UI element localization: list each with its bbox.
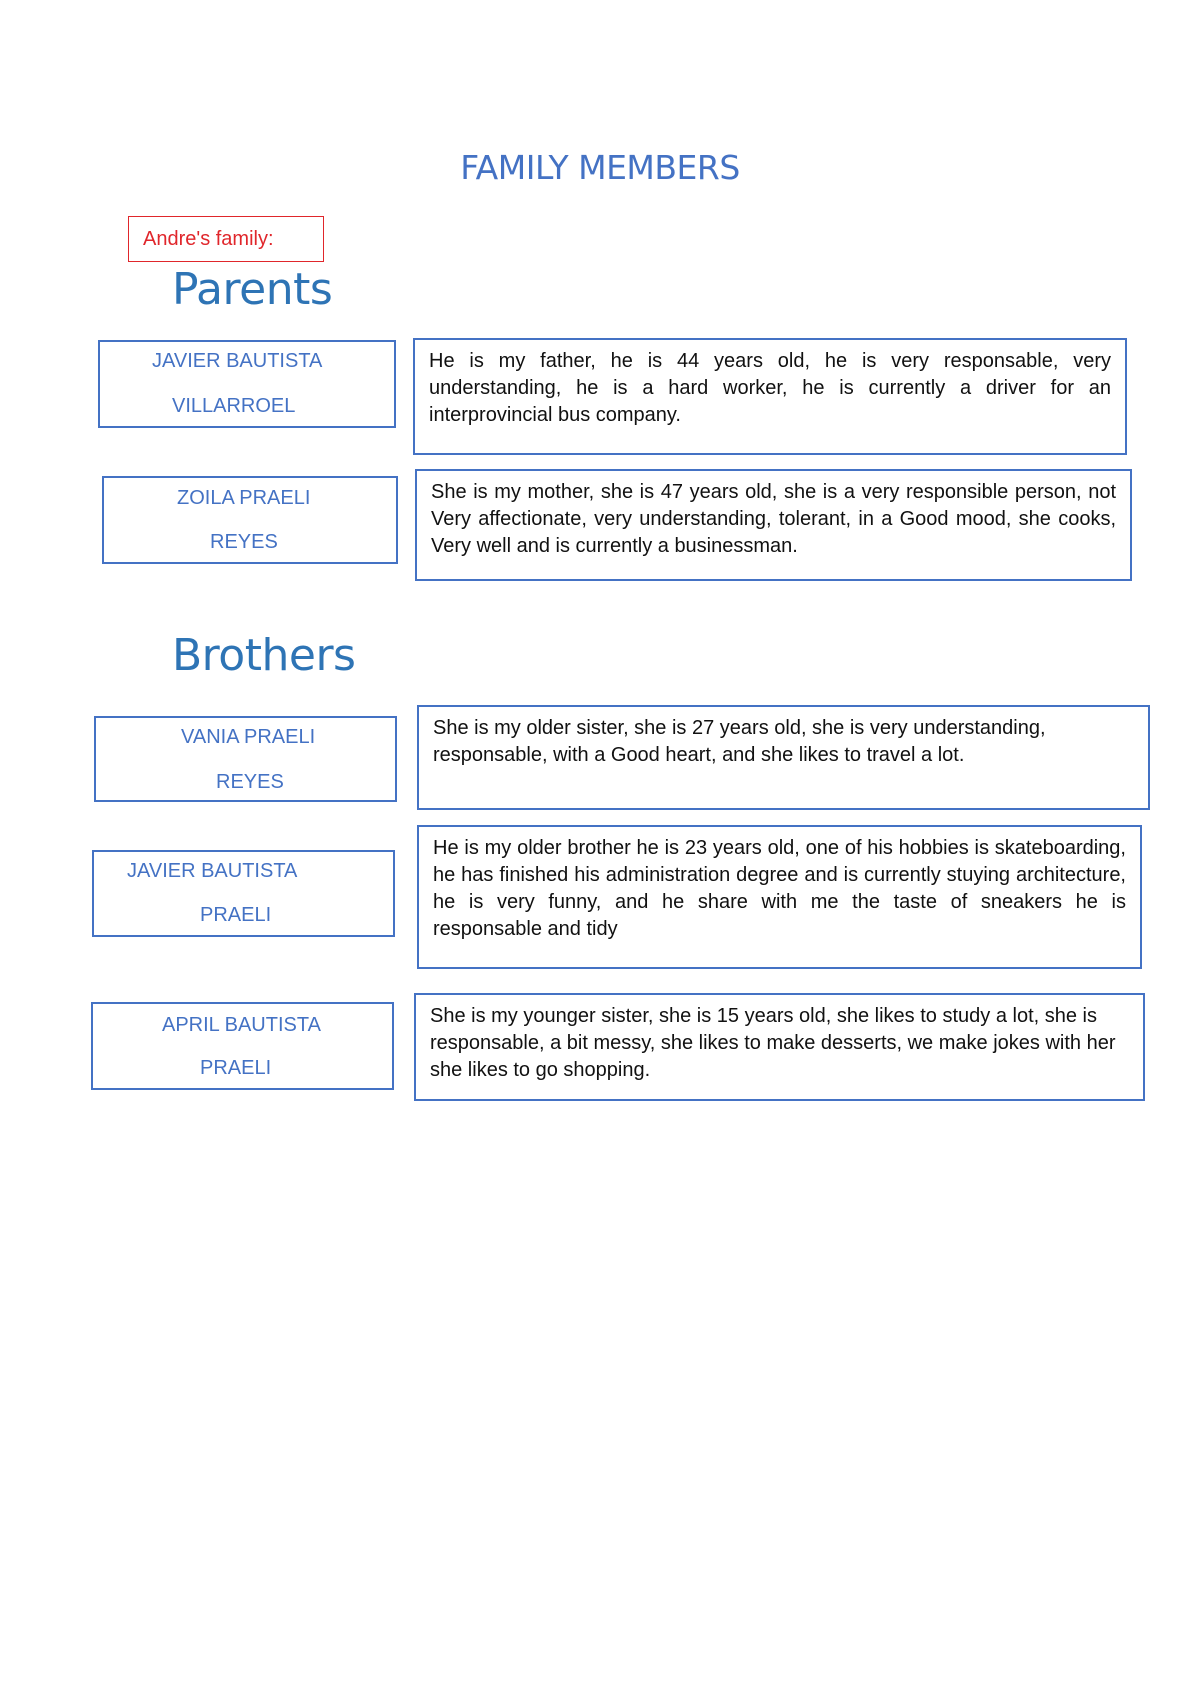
member-name-line1: VANIA PRAELI — [181, 726, 316, 748]
member-description: She is my older sister, she is 27 years old, she is very understanding, responsable, with a Good heart, and she likes to travel a lot. — [417, 705, 1150, 810]
member-name-card — [102, 476, 398, 564]
member-description: He is my father, he is 44 years old, he is very responsable, very understanding, he is a hard worker, he is currently a driver for an interprovincial bus company. — [413, 338, 1127, 455]
member-name-line1: JAVIER BAUTISTA — [152, 350, 323, 372]
member-name-line1: APRIL BAUTISTA — [162, 1014, 321, 1036]
member-name-card — [91, 1002, 394, 1090]
member-name-line1: JAVIER BAUTISTA — [127, 860, 298, 882]
member-name-line2: REYES — [210, 531, 278, 553]
member-name-line2: REYES — [216, 771, 284, 793]
member-name-line2: VILLARROEL — [172, 395, 296, 417]
family-label: Andre's family: — [128, 216, 324, 262]
member-name-line2: PRAELI — [200, 904, 272, 926]
member-name-card — [98, 340, 396, 428]
member-description: She is my younger sister, she is 15 years old, she likes to study a lot, she is responsable, a bit messy, she likes to make desserts, we make jokes with her she likes to go shopping. — [414, 993, 1145, 1101]
section-heading-parents: Parents — [172, 264, 333, 315]
member-name-line1: ZOILA PRAELI — [177, 487, 311, 509]
section-heading-brothers: Brothers — [172, 630, 356, 681]
member-name-card — [94, 716, 397, 802]
member-description: He is my older brother he is 23 years old, one of his hobbies is skateboarding, he has finished his administration degree and is currently stuying architecture, he is very funny, and he share with me the taste of sneakers he is responsable and tidy — [417, 825, 1142, 969]
member-name-card — [92, 850, 395, 937]
member-name-line2: PRAELI — [200, 1057, 272, 1079]
member-description: She is my mother, she is 47 years old, she is a very responsible person, not Very affectionate, very understanding, tolerant, in a Good mood, she cooks, Very well and is currently a businessman. — [415, 469, 1132, 581]
page-title: FAMILY MEMBERS — [460, 148, 740, 187]
